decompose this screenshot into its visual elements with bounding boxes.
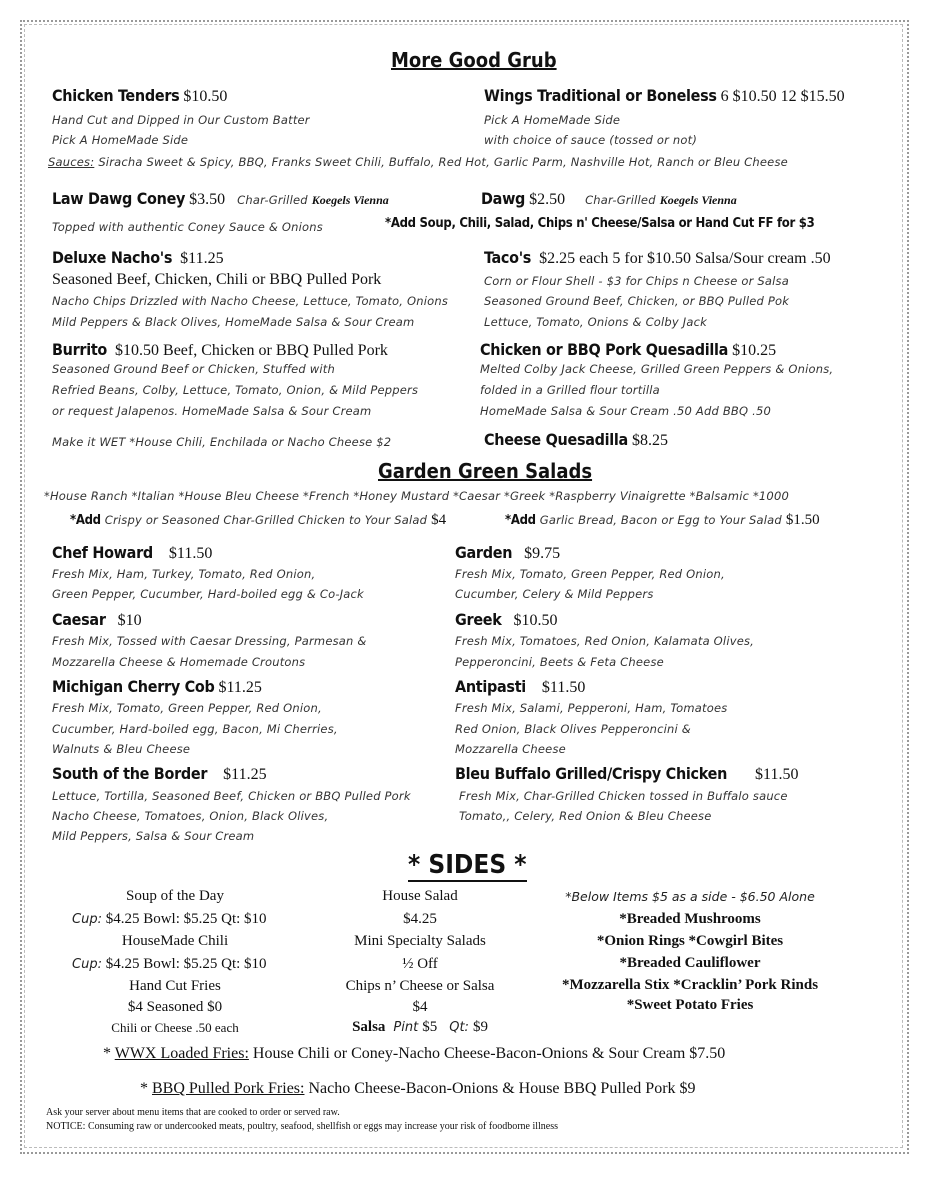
item-price: $11.25 [180,250,224,267]
garden-salad-item [455,543,560,563]
item-desc: Seasoned Beef, Chicken, Chili or BBQ Pulled Pork [52,271,382,288]
cup-label: Cup: [72,912,102,927]
item-desc: Fresh Mix, Tomato, Green Pepper, Red Onion, [52,701,322,715]
caesar-salad-item [52,610,142,630]
item-name: Deluxe Nacho's [52,248,173,267]
soup-price-text: $4.25 Bowl: $5.25 Qt: $10 [105,911,267,927]
item-name: Taco's [484,248,532,267]
item-desc: Cucumber, Hard-boiled egg, Bacon, Mi Cherries, [52,722,338,736]
item-price: $3.50 [189,191,226,208]
item-desc: Fresh Mix, Tomato, Green Pepper, Red Onion, [455,567,725,581]
bbqfries-text: Nacho Cheese-Bacon-Onions & House BBQ Pulled Pork $9 [308,1080,696,1097]
item-name: Burrito [52,340,108,359]
qt-price: $9 [472,1019,488,1035]
mini-salads-price: ½ Off [402,956,438,972]
item-desc: Mozzarella Cheese [455,742,566,756]
addon-price: $4 [431,512,447,528]
item-desc: Hand Cut and Dipped in Our Custom Batter [52,113,310,127]
item-desc: Fresh Mix, Tossed with Caesar Dressing, Parmesan & [52,634,367,648]
burrito-item [52,340,388,360]
addon-label: *Add [70,513,101,528]
addon-label: *Add [505,513,536,528]
soup-prices [72,911,267,928]
chicken-tenders-item [52,86,227,106]
sauces-label: Sauces: [48,155,95,169]
item-desc: Red Onion, Black Olives Pepperoncini & [455,722,691,736]
item-price: $11.50 [168,545,213,562]
item-price: $10 [117,612,142,629]
item-price: 6 $10.50 12 $15.50 [720,88,845,105]
item-name: South of the Border [52,764,208,783]
star: * [103,1045,111,1062]
item-desc: Topped with authentic Coney Sauce & Onions [52,220,323,234]
item-name: Dawg [481,189,526,208]
item-desc: Seasoned Ground Beef or Chicken, Stuffed with [52,362,335,376]
sides-note: *Below Items $5 as a side - $6.50 Alone [565,889,815,904]
item-price: $11.25 [218,679,262,696]
side-item: *Onion Rings *Cowgirl Bites [596,933,784,949]
item-desc: Nacho Cheese, Tomatoes, Onion, Black Olives, [52,809,329,823]
pint-label: Pint [393,1020,419,1035]
item-desc: Fresh Mix, Salami, Pepperoni, Ham, Tomatoes [455,701,728,715]
item-desc: Char-Grilled [585,193,656,207]
cheese-quesadilla-item [484,430,668,450]
south-border-item [52,764,267,784]
item-name: Bleu Buffalo Grilled/Crispy Chicken [455,764,728,783]
item-name: Cheese Quesadilla [484,430,628,449]
bbqfries-label: BBQ Pulled Pork Fries: [152,1080,305,1097]
item-desc: Refried Beans, Colby, Lettuce, Tomato, Onion, & Mild Peppers [52,383,419,397]
chips-price: $4 [412,999,428,1015]
antipasti-salad-item [455,677,585,697]
item-desc: Corn or Flour Shell - $3 for Chips n Cheese or Salsa [484,274,789,288]
coney-item [52,189,389,209]
item-desc: or request Jalapenos. HomeMade Salsa & Sour Cream [52,404,372,418]
qt-label: Qt: [449,1020,469,1035]
item-price: $10.50 Beef, Chicken or BBQ Pulled Pork [115,342,388,359]
brand: Koegels Vienna [659,193,737,207]
item-desc: Fresh Mix, Char-Grilled Chicken tossed in Buffalo sauce [459,789,788,803]
item-desc: Fresh Mix, Tomatoes, Red Onion, Kalamata Olives, [455,634,755,648]
chili-price-text: $4.25 Bowl: $5.25 Qt: $10 [105,956,267,972]
item-name: Garden [455,543,513,562]
house-salad: House Salad [382,888,458,904]
item-desc: folded in a Grilled flour tortilla [480,383,660,397]
dressings-list: *House Ranch *Italian *House Bleu Cheese *French *Honey Mustard *Caesar *Greek *Raspberry Vinaigrette *Balsamic *1000 [44,489,789,503]
item-desc: Make it WET *House Chili, Enchilada or Nacho Cheese $2 [52,435,392,449]
bleu-buffalo-item [455,764,798,784]
item-desc: Char-Grilled [237,193,308,207]
item-desc: Fresh Mix, Ham, Turkey, Tomato, Red Onion, [52,567,316,581]
item-desc: Lettuce, Tomato, Onions & Colby Jack [484,315,708,329]
item-name: Law Dawg Coney [52,189,186,208]
salad-addon-2 [505,511,820,529]
item-desc: Pepperoncini, Beets & Feta Cheese [455,655,664,669]
wwx-loaded-fries [103,1045,725,1063]
item-name: Chicken Tenders [52,86,180,105]
item-desc: Seasoned Ground Beef, Chicken, or BBQ Pulled Pok [484,294,790,308]
item-desc: Mozzarella Cheese & Homemade Croutons [52,655,306,669]
sauces-text: Siracha Sweet & Spicy, BBQ, Franks Sweet Chili, Buffalo, Red Hot, Garlic Parm, Nashville Hot, Ranch or Bleu Cheese [98,155,788,169]
chips-cheese: Chips n’ Cheese or Salsa [345,978,495,994]
item-desc: Melted Colby Jack Cheese, Grilled Green Peppers & Onions, [480,362,834,376]
item-name: Wings Traditional or Boneless [484,86,717,105]
michigan-salad-item [52,677,262,697]
item-desc: Cucumber, Celery & Mild Peppers [455,587,654,601]
side-item: *Breaded Cauliflower [619,955,761,971]
item-name: Chicken or BBQ Pork Quesadilla [480,340,729,359]
item-desc: Lettuce, Tortilla, Seasoned Beef, Chicken or BBQ Pulled Pork [52,789,411,803]
item-name: Greek [455,610,502,629]
sauces-line [48,153,788,171]
item-price: $9.75 [524,545,561,562]
item-name: Antipasti [455,677,526,696]
notice-line-1: Ask your server about menu items that are cooked to order or served raw. [46,1107,340,1118]
greek-salad-item [455,610,558,630]
housemade-chili: HouseMade Chili [121,933,229,949]
soup-of-day: Soup of the Day [126,888,224,904]
chef-salad-item [52,543,212,563]
item-price: $11.50 [541,679,586,696]
addon-text: Crispy or Seasoned Char-Grilled Chicken to Your Salad [104,513,428,527]
chili-prices [72,956,267,973]
salad-addon-1 [70,511,446,529]
addon-text: Garlic Bread, Bacon or Egg to Your Salad [539,513,782,527]
side-item: *Sweet Potato Fries [626,997,754,1013]
item-name: Chef Howard [52,543,153,562]
addon-note: *Add Soup, Chili, Salad, Chips n' Cheese/Salsa or Hand Cut FF for $3 [385,216,815,231]
item-desc: Pick A HomeMade Side [484,113,621,127]
loaded-label: WWX Loaded Fries: [114,1045,249,1062]
item-desc: Tomato,, Celery, Red Onion & Bleu Cheese [459,809,712,823]
tacos-item [484,248,831,268]
notice-line-2: NOTICE: Consuming raw or undercooked meats, poultry, seafood, shellfish or eggs may increase your risk of foodborne illness [46,1121,559,1132]
item-price: $11.50 [755,766,799,783]
loaded-text: House Chili or Coney-Nacho Cheese-Bacon-Onions & Sour Cream $7.50 [252,1045,726,1062]
salsa-label: Salsa [352,1019,386,1035]
item-desc: with choice of sauce (tossed or not) [484,133,698,147]
salsa-line [320,1018,520,1036]
brand: Koegels Vienna [311,193,389,207]
addon-price: $1.50 [785,512,820,528]
item-desc: Walnuts & Bleu Cheese [52,742,191,756]
item-price: $2.50 [529,191,566,208]
item-desc: Mild Peppers, Salsa & Sour Cream [52,829,255,843]
nachos-item [52,248,224,268]
house-salad-price: $4.25 [403,911,437,927]
item-price: $10.50 [183,88,228,105]
item-desc: Nacho Chips Drizzled with Nacho Cheese, Lettuce, Tomato, Onions [52,294,449,308]
dawg-item [481,189,737,209]
item-desc: Pick A HomeMade Side [52,133,189,147]
bbq-pork-fries [140,1080,696,1098]
item-price: $10.50 [513,612,558,629]
item-price: $10.25 [732,342,777,359]
side-item: *Mozzarella Stix *Cracklin’ Pork Rinds [561,977,819,993]
sides-title [408,850,527,880]
mini-salads: Mini Specialty Salads [354,933,486,949]
item-desc: Mild Peppers & Black Olives, HomeMade Salsa & Sour Cream [52,315,415,329]
hand-cut-fries: Hand Cut Fries [129,978,221,994]
item-name: Michigan Cherry Cob [52,677,215,696]
side-item: *Breaded Mushrooms [619,911,761,927]
quesadilla-item [480,340,776,360]
item-price: $11.25 [223,766,267,783]
fries-note: Chili or Cheese .50 each [111,1020,239,1035]
item-price: $2.25 each 5 for $10.50 Salsa/Sour cream .50 [539,250,831,267]
pint-price: $5 [422,1019,438,1035]
sides-title-text: * SIDES * [408,850,527,880]
wings-item [484,86,845,106]
item-desc: HomeMade Salsa & Sour Cream .50 Add BBQ .50 [480,404,772,418]
item-price: $8.25 [631,432,668,449]
star: * [140,1080,148,1097]
salads-title: Garden Green Salads [378,459,593,483]
fries-prices: $4 Seasoned $0 [127,999,223,1015]
cup-label: Cup: [72,957,102,972]
page-title: More Good Grub [391,48,557,72]
item-desc: Green Pepper, Cucumber, Hard-boiled egg & Co-Jack [52,587,364,601]
item-name: Caesar [52,610,106,629]
